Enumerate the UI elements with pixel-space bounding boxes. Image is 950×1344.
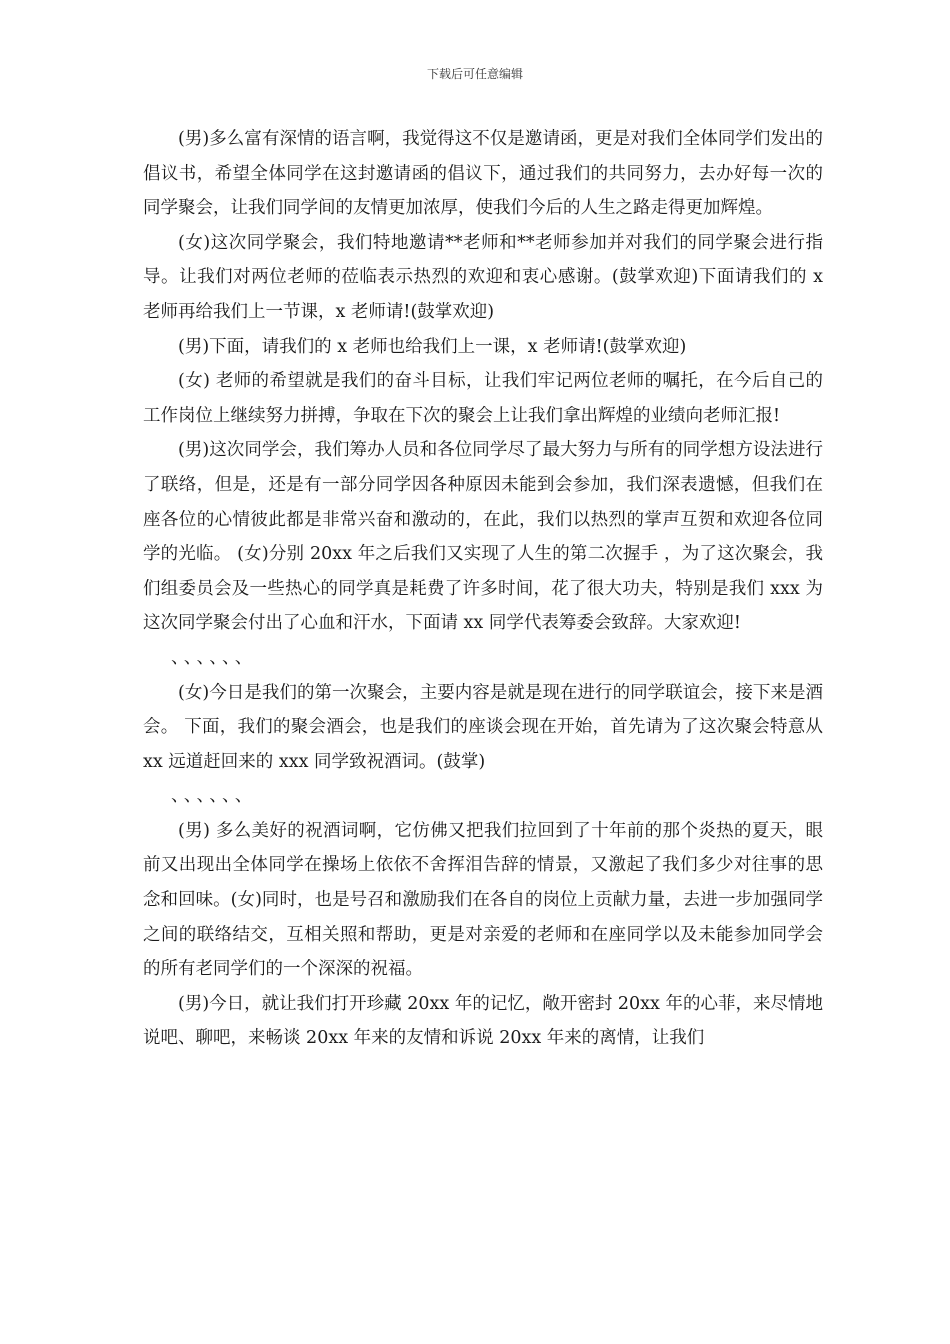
paragraph-1: (男)多么富有深情的语言啊，我觉得这不仅是邀请函，更是对我们全体同学们发出的倡议书，希望全体同学在这封邀请函的倡议下，通过我们的共同努力，去办好每一次的同学聚会，让我们同学间的友情更加浓厚，使我们今后的人生之路走得更加辉煌。 <box>143 129 823 219</box>
paragraph-6: (女)今日是我们的第一次聚会，主要内容是就是现在进行的同学联谊会，接下来是酒会。 下面，我们的聚会酒会，也是我们的座谈会现在开始，首先请为了这次聚会特意从 xx 远道赶回来的 xxx 同学致祝酒词。(鼓掌) <box>143 682 823 772</box>
ellipsis-separator-2: 、、、、、、 <box>171 786 257 807</box>
paragraph-3: (男)下面，请我们的 x 老师也给我们上一课，x 老师请!(鼓掌欢迎) <box>178 336 687 357</box>
ellipsis-separator-1: 、、、、、、 <box>171 647 257 668</box>
document-body <box>143 122 823 1056</box>
page-header: 下载后可任意编辑 <box>426 67 523 81</box>
paragraph-5: (男)这次同学会，我们筹办人员和各位同学尽了最大努力与所有的同学想方设法进行了联络，但是，还是有一部分同学因各种原因未能到会参加，我们深表遗憾，但我们在座各位的心情彼此都是非常兴奋和激动的，在此，我们以热烈的掌声互贺和欢迎各位同学的光临。 (女)分别 20xx 年之后我们又实现了人生的第二次握手 ，为了这次聚会，我们组委员会及一些热心的同学真是耗费了许多时间，花了很大功夫，特别是我们 xxx 为这次同学聚会付出了心血和汗水，下面请 xx 同学代表筹委会致辞。大家欢迎! <box>143 440 823 634</box>
paragraph-7: (男) 多么美好的祝酒词啊，它仿佛又把我们拉回到了十年前的那个炎热的夏天，眼前又出现出全体同学在操场上依依不舍挥泪告辞的情景，又激起了我们多少对往事的思念和回味。(女)同时，也是号召和激励我们在各自的岗位上贡献力量，去进一步加强同学之间的联络结交，互相关照和帮助，更是对亲爱的老师和在座同学以及未能参加同学会的所有老同学们的一个深深的祝福。 <box>143 820 823 980</box>
paragraph-8: (男)今日，就让我们打开珍藏 20xx 年的记忆，敞开密封 20xx 年的心菲，来尽情地说吧、聊吧，来畅谈 20xx 年来的友情和诉说 20xx 年来的离情，让我们 <box>143 993 823 1049</box>
paragraph-2: (女)这次同学聚会，我们特地邀请**老师和**老师参加并对我们的同学聚会进行指导。让我们对两位老师的莅临表示热烈的欢迎和衷心感谢。(鼓掌欢迎)下面请我们的 x 老师再给我们上一节课，x 老师请!(鼓掌欢迎) <box>143 232 823 322</box>
paragraph-4: (女) 老师的希望就是我们的奋斗目标，让我们牢记两位老师的嘱托，在今后自己的工作岗位上继续努力拼搏，争取在下次的聚会上让我们拿出辉煌的业绩向老师汇报! <box>143 371 823 426</box>
